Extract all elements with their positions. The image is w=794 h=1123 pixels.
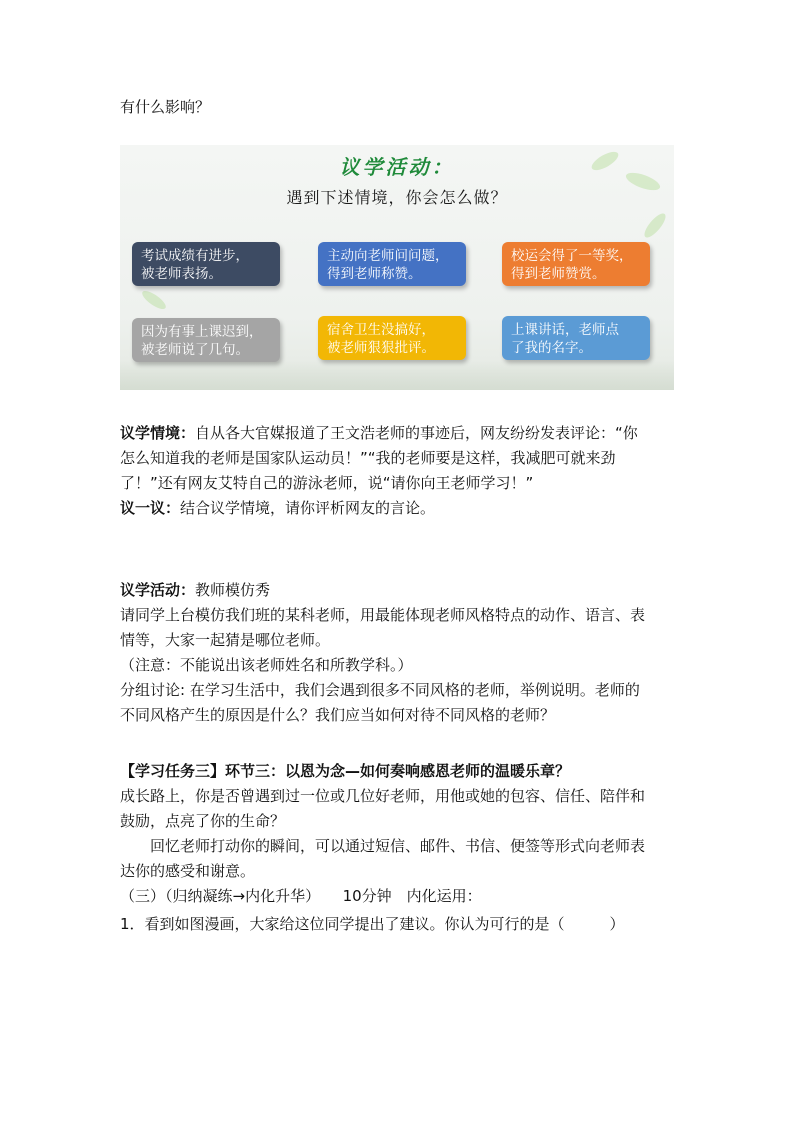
group-discussion-line-2: 不同风格产生的原因是什么？我们应当如何对待不同风格的老师？: [120, 706, 556, 724]
scenario-card-1: 考试成绩有进步， 被老师表扬。: [132, 242, 280, 286]
imitation-line-2: 情等，大家一起猜是哪位老师。: [120, 631, 331, 649]
section-three-line: （三）（归纳凝练→内化升华） 10分钟 内化运用：: [120, 887, 482, 905]
scenario-card-2: 主动向老师问问题， 得到老师称赞。: [318, 242, 466, 286]
task3-para1-line2: 鼓励，点亮了你的生命？: [120, 812, 286, 830]
task3-para2-line1: 回忆老师打动你的瞬间，可以通过短信、邮件、书信、便签等形式向老师表: [150, 837, 646, 855]
discuss-text: 结合议学情境，请你评析网友的言论。: [180, 499, 436, 517]
imitation-title-line: [120, 578, 680, 602]
situation-line-1: [120, 421, 680, 445]
imitation-note: （注意：不能说出该老师姓名和所教学科。）: [120, 656, 413, 674]
imitation-label: 议学活动：: [120, 581, 196, 599]
task3-para1-line1: 成长路上，你是否曾遇到过一位或几位好老师，用他或她的包容、信任、陪伴和: [120, 787, 646, 805]
imitation-title: 教师模仿秀: [195, 581, 271, 599]
situation-label: 议学情境：: [120, 424, 196, 442]
situation-line-2: 怎么知道我的老师是国家队运动员！”“我的老师要是这样，我减肥可就来劲: [120, 449, 616, 467]
scenario-card-4: 因为有事上课迟到， 被老师说了几句。: [132, 318, 280, 362]
discuss-label: 议一议：: [120, 499, 181, 517]
leaf-decoration: [140, 288, 169, 312]
task3-heading: 【学习任务三】环节三：以恩为念—如何奏响感恩老师的温暖乐章？: [120, 762, 571, 780]
card-subtitle: 遇到下述情境，你会怎么做？: [286, 188, 508, 207]
imitation-line-1: 请同学上台模仿我们班的某科老师，用最能体现老师风格特点的动作、语言、表: [120, 606, 646, 624]
task3-para2-line2: 达你的感受和谢意。: [120, 862, 256, 880]
question-1: 1．看到如图漫画，大家给这位同学提出了建议。你认为可行的是（ ）: [120, 915, 625, 933]
activity-illustration: [120, 145, 674, 390]
intro-question-line: 有什么影响？: [120, 98, 211, 116]
grass-decoration: [120, 360, 674, 390]
situation-text: 自从各大官媒报道了王文浩老师的事迹后，网友纷纷发表评论：“你: [195, 424, 638, 442]
group-discussion-line-1: 分组讨论: 在学习生活中，我们会遇到很多不同风格的老师，举例说明。老师的: [120, 681, 640, 699]
card-title: 议学活动：: [339, 155, 455, 179]
situation-line-3: 了！”还有网友艾特自己的游泳老师，说“请你向王老师学习！”: [120, 474, 534, 492]
scenario-card-5: 宿舍卫生没搞好， 被老师狠狠批评。: [318, 316, 466, 360]
leaf-decoration: [641, 210, 669, 240]
scenario-card-6: 上课讲话，老师点 了我的名字。: [502, 316, 650, 360]
scenario-card-3: 校运会得了一等奖， 得到老师赞赏。: [502, 242, 650, 286]
discuss-line: [120, 496, 680, 520]
